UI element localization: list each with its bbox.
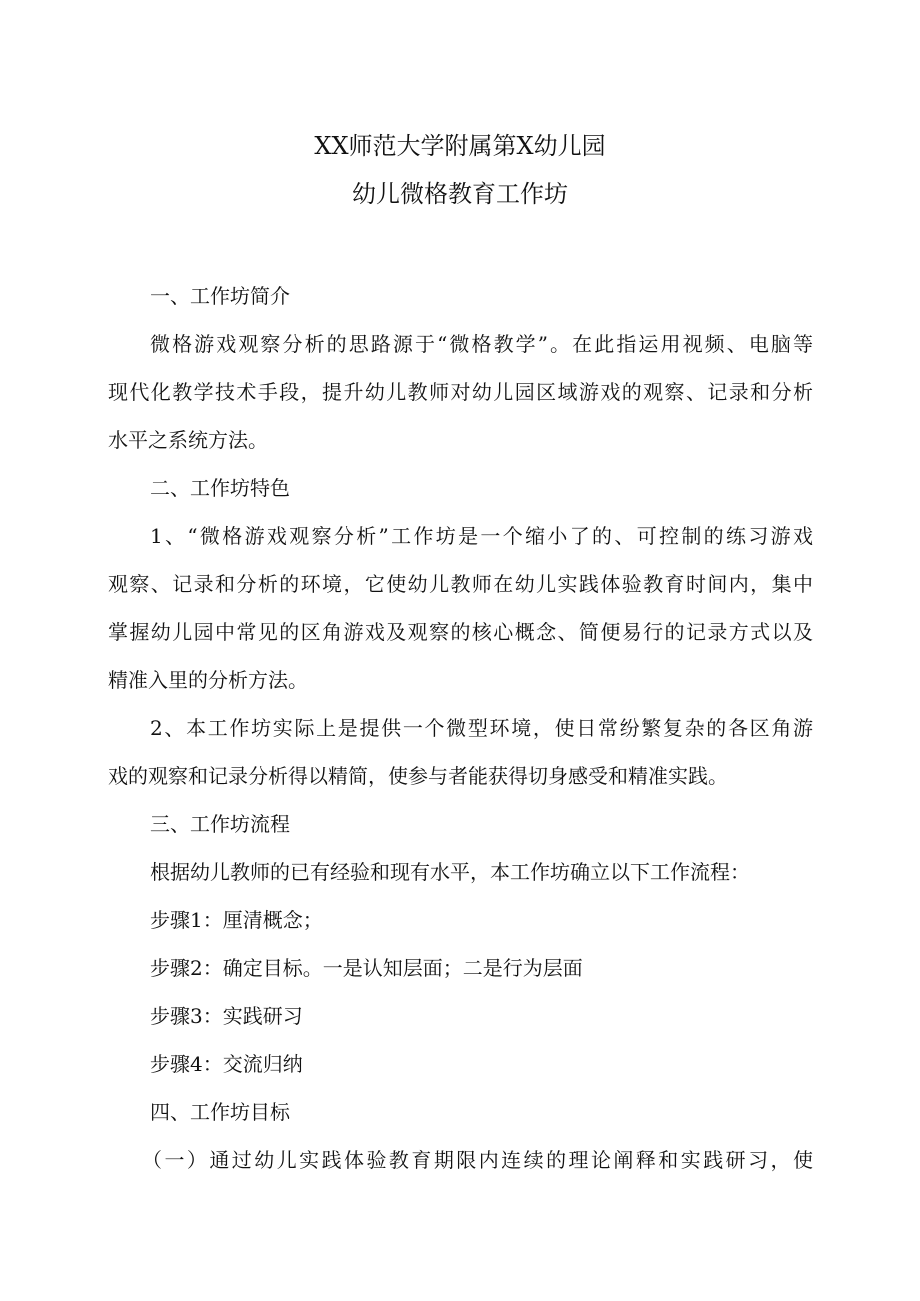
step-item: 步骤3：实践研习 — [150, 1004, 303, 1028]
document-body — [108, 272, 813, 1184]
paragraph-line: 水平之系统方法。 — [108, 428, 268, 452]
paragraph-line: 掌握幼儿园中常见的区角游戏及观察的核心概念、简便易行的记录方式以及 — [108, 620, 813, 644]
paragraph-line: 观察、记录和分析的环境，它使幼儿教师在幼儿实践体验教育时间内，集中 — [108, 572, 813, 596]
paragraph-line: 微格游戏观察分析的思路源于“微格教学”。在此指运用视频、电脑等 — [150, 332, 813, 356]
document-title: XX师范大学附属第X幼儿园 — [314, 132, 606, 160]
section-heading-process: 三、工作坊流程 — [150, 812, 290, 836]
paragraph-line: 根据幼儿教师的已有经验和现有水平，本工作坊确立以下工作流程： — [150, 860, 750, 884]
step-item: 步骤4：交流归纳 — [150, 1052, 303, 1076]
paragraph-line: 2、本工作坊实际上是提供一个微型环境，使日常纷繁复杂的各区角游 — [150, 716, 813, 740]
document-subtitle: 幼儿微格教育工作坊 — [352, 180, 568, 208]
section-heading-goals: 四、工作坊目标 — [150, 1100, 290, 1124]
paragraph-line: （一）通过幼儿实践体验教育期限内连续的理论阐释和实践研习，使 — [142, 1148, 813, 1172]
paragraph-line: 戏的观察和记录分析得以精简，使参与者能获得切身感受和精准实践。 — [108, 764, 728, 788]
step-item: 步骤2：确定目标。一是认知层面；二是行为层面 — [150, 956, 583, 980]
step-item: 步骤1：厘清概念； — [150, 908, 323, 932]
paragraph-line: 精准入里的分析方法。 — [108, 668, 308, 692]
section-heading-features: 二、工作坊特色 — [150, 476, 290, 500]
paragraph-line: 1、“微格游戏观察分析”工作坊是一个缩小了的、可控制的练习游戏 — [150, 524, 813, 548]
paragraph-line: 现代化教学技术手段，提升幼儿教师对幼儿园区域游戏的观察、记录和分析 — [108, 380, 813, 404]
section-heading-intro: 一、工作坊简介 — [150, 284, 290, 308]
